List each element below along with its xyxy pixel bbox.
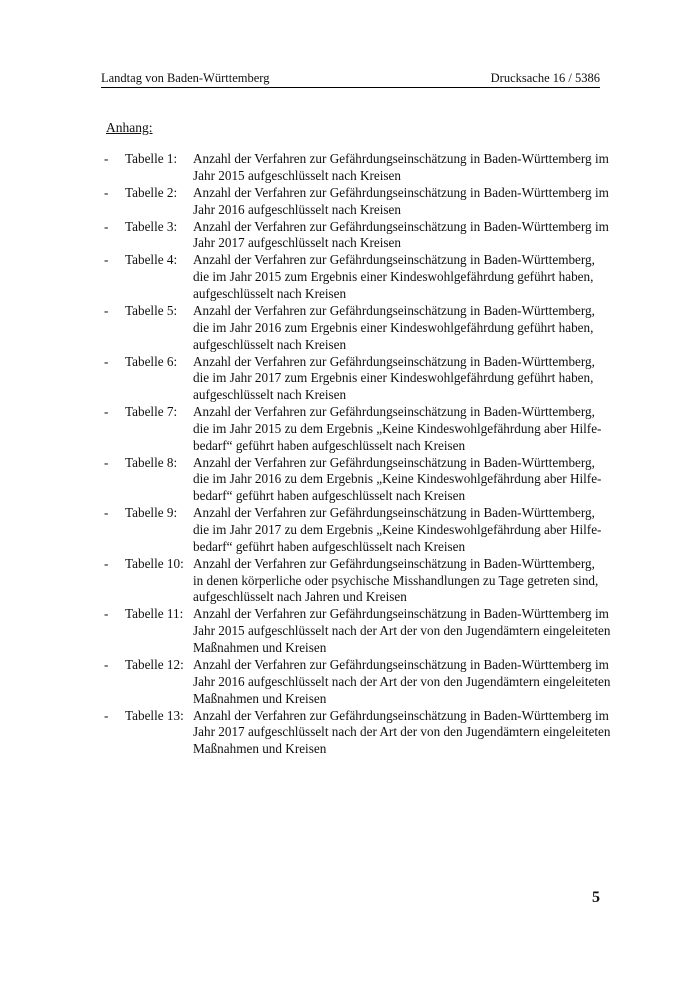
table-list-item <box>104 303 604 353</box>
table-description-line: Anzahl der Verfahren zur Gefährdungseinschätzung in Baden-Württemberg im <box>193 606 609 622</box>
table-description-line: bedarf“ geführt haben aufgeschlüsselt nach Kreisen <box>193 538 466 554</box>
table-description-line: aufgeschlüsselt nach Kreisen <box>193 285 347 301</box>
table-label: Tabelle 8: <box>125 454 178 470</box>
table-label: Tabelle 5: <box>125 302 178 318</box>
table-description-line: Jahr 2016 aufgeschlüsselt nach Kreisen <box>193 201 402 217</box>
appendix-table-list <box>104 151 611 758</box>
header-parliament-name: Landtag von Baden-Württemberg <box>101 71 270 85</box>
table-description <box>193 252 604 302</box>
table-description <box>193 151 609 185</box>
table-list-item <box>104 151 609 185</box>
table-description-line: Maßnahmen und Kreisen <box>193 639 327 655</box>
table-description <box>193 404 604 454</box>
table-description-line: Anzahl der Verfahren zur Gefährdungseinschätzung in Baden-Württemberg, <box>193 454 595 470</box>
table-list-item <box>104 556 604 606</box>
table-description-line: in denen körperliche oder psychische Misshandlungen zu Tage getreten sind, <box>193 572 599 588</box>
table-description-line: die im Jahr 2016 zum Ergebnis einer Kindeswohlgefährdung geführt haben, <box>193 319 594 335</box>
table-description-line: Anzahl der Verfahren zur Gefährdungseinschätzung in Baden-Württemberg im <box>193 656 609 672</box>
table-label: Tabelle 2: <box>125 184 178 200</box>
table-label: Tabelle 3: <box>125 218 178 234</box>
table-list-item <box>104 606 611 656</box>
table-description-line: bedarf“ geführt haben aufgeschlüsselt nach Kreisen <box>193 488 466 504</box>
table-label: Tabelle 9: <box>125 505 178 521</box>
list-bullet-dash: - <box>104 656 109 672</box>
page-header <box>101 70 600 88</box>
list-bullet-dash: - <box>104 707 109 723</box>
table-description-line: Anzahl der Verfahren zur Gefährdungseinschätzung in Baden-Württemberg, <box>193 555 595 571</box>
list-bullet-dash: - <box>104 454 109 470</box>
table-description-line: Maßnahmen und Kreisen <box>193 690 327 706</box>
table-description <box>193 656 611 707</box>
table-description-line: aufgeschlüsselt nach Kreisen <box>193 387 347 403</box>
table-description-line: Anzahl der Verfahren zur Gefährdungseinschätzung in Baden-Württemberg im <box>193 707 609 723</box>
table-description-line: Anzahl der Verfahren zur Gefährdungseinschätzung in Baden-Württemberg im <box>193 218 609 234</box>
list-bullet-dash: - <box>104 555 109 571</box>
table-description <box>193 184 609 219</box>
table-description-line: Jahr 2015 aufgeschlüsselt nach der Art der von den Jugendämtern eingeleiteten <box>193 623 611 639</box>
table-description-line: die im Jahr 2017 zum Ergebnis einer Kindeswohlgefährdung geführt haben, <box>193 370 594 386</box>
table-description-line: die im Jahr 2015 zum Ergebnis einer Kindeswohlgefährdung geführt haben, <box>193 269 594 285</box>
table-description-line: Anzahl der Verfahren zur Gefährdungseinschätzung in Baden-Württemberg im <box>193 184 609 200</box>
table-description-line: aufgeschlüsselt nach Kreisen <box>193 336 347 352</box>
table-description-line: Jahr 2017 aufgeschlüsselt nach Kreisen <box>193 235 402 251</box>
list-bullet-dash: - <box>104 218 109 234</box>
table-description <box>193 505 604 555</box>
table-label: Tabelle 12: <box>125 656 184 672</box>
table-label: Tabelle 7: <box>125 404 178 420</box>
table-description-line: die im Jahr 2016 zu dem Ergebnis „Keine Kindeswohlgefährdung aber Hilfe- <box>193 471 602 487</box>
table-list-item <box>104 404 604 454</box>
table-list-item <box>104 252 604 302</box>
table-list-item <box>104 505 604 555</box>
table-description-line: bedarf“ geführt haben aufgeschlüsselt nach Kreisen <box>193 437 466 453</box>
table-description-line: die im Jahr 2015 zu dem Ergebnis „Keine Kindeswohlgefährdung aber Hilfe- <box>193 420 602 436</box>
table-description-line: Jahr 2016 aufgeschlüsselt nach der Art der von den Jugendämtern eingeleiteten <box>193 673 611 689</box>
table-description-line: Maßnahmen und Kreisen <box>193 741 327 757</box>
table-description <box>193 606 611 656</box>
table-list-item <box>104 455 604 505</box>
list-bullet-dash: - <box>104 353 109 369</box>
list-bullet-dash: - <box>104 606 109 622</box>
table-description-line: Anzahl der Verfahren zur Gefährdungseinschätzung in Baden-Württemberg, <box>193 252 595 268</box>
table-description <box>193 354 604 404</box>
table-label: Tabelle 1: <box>125 151 178 166</box>
table-list-item <box>104 184 609 219</box>
table-description <box>193 556 604 606</box>
table-list-item <box>104 707 611 758</box>
table-description-line: Anzahl der Verfahren zur Gefährdungseinschätzung in Baden-Württemberg, <box>193 505 595 521</box>
table-description-line: aufgeschlüsselt nach Jahren und Kreisen <box>193 589 407 605</box>
header-document-number: Drucksache 16 / 5386 <box>490 71 600 85</box>
table-label: Tabelle 13: <box>125 707 184 723</box>
table-description <box>193 218 609 253</box>
table-description-line: Anzahl der Verfahren zur Gefährdungseinschätzung in Baden-Württemberg, <box>193 353 595 369</box>
table-list-item <box>104 218 609 253</box>
table-list-item <box>104 656 611 707</box>
list-bullet-dash: - <box>104 505 109 521</box>
table-label: Tabelle 11: <box>125 606 184 622</box>
appendix-title: Anhang: <box>106 120 153 135</box>
list-bullet-dash: - <box>104 404 109 420</box>
table-description <box>193 707 611 758</box>
table-description-line: Anzahl der Verfahren zur Gefährdungseinschätzung in Baden-Württemberg im <box>193 151 609 166</box>
table-description <box>193 455 604 505</box>
page-number: 5 <box>592 889 600 906</box>
list-bullet-dash: - <box>104 151 109 166</box>
table-list-item <box>104 354 604 404</box>
table-description <box>193 303 604 353</box>
table-label: Tabelle 4: <box>125 252 178 268</box>
table-description-line: Anzahl der Verfahren zur Gefährdungseinschätzung in Baden-Württemberg, <box>193 302 595 318</box>
list-bullet-dash: - <box>104 302 109 318</box>
table-description-line: die im Jahr 2017 zu dem Ergebnis „Keine Kindeswohlgefährdung aber Hilfe- <box>193 522 602 538</box>
table-label: Tabelle 6: <box>125 353 178 369</box>
table-description-line: Jahr 2015 aufgeschlüsselt nach Kreisen <box>193 167 402 183</box>
table-label: Tabelle 10: <box>125 555 184 571</box>
table-description-line: Jahr 2017 aufgeschlüsselt nach der Art der von den Jugendämtern eingeleiteten <box>193 724 611 740</box>
table-description-line: Anzahl der Verfahren zur Gefährdungseinschätzung in Baden-Württemberg, <box>193 404 595 420</box>
list-bullet-dash: - <box>104 184 109 200</box>
list-bullet-dash: - <box>104 252 109 268</box>
